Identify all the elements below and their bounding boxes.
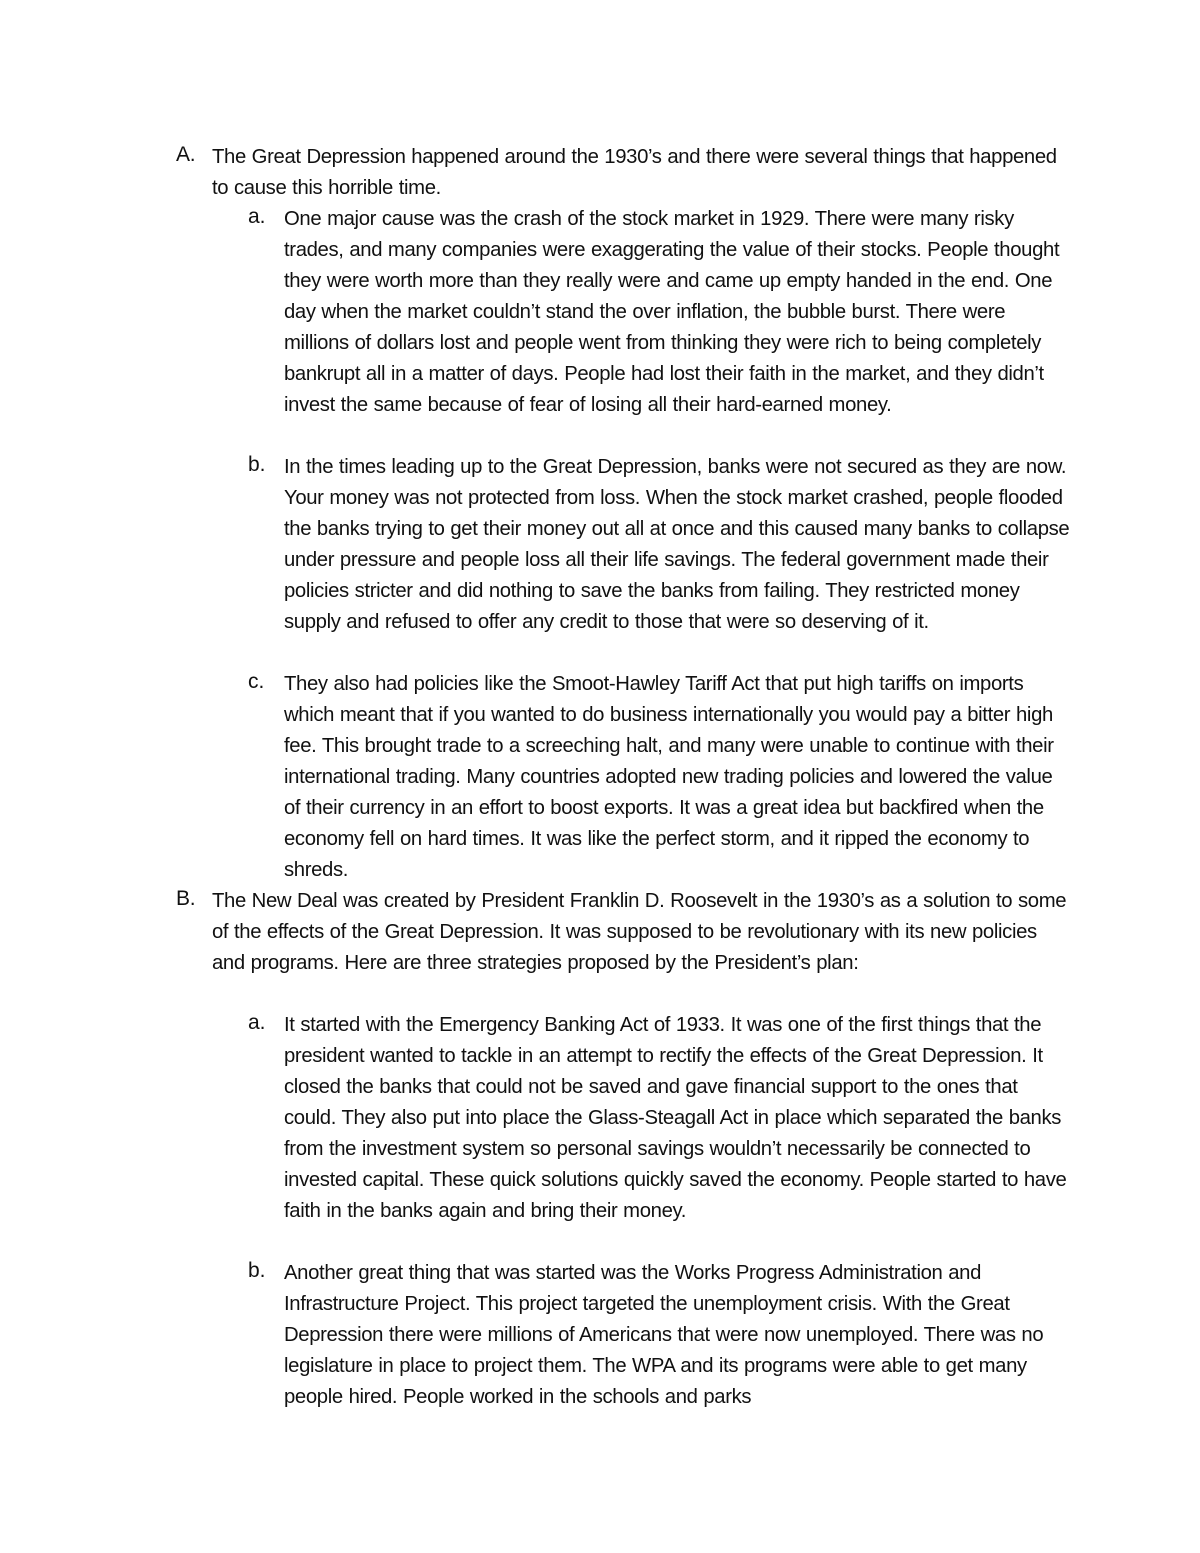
section-a-item-a-text: One major cause was the crash of the stock market in 1929. There were many risky trades, and many companies were exaggerating the value of their stocks. People thought they were worth more than they really were and came up empty handed in the end. One day when the market couldn’t stand the over inflation, the bubble burst. There were millions of dollars lost and people went from thinking they were rich to being completely bankrupt all in a matter of days. People had lost their faith in the market, and they didn’t invest the same because of fear of losing all their hard-earned money. <box>284 208 1060 416</box>
section-a-item-c-text: They also had policies like the Smoot-Hawley Tariff Act that put high tariffs on imports which meant that if you wanted to do business internationally you would pay a bitter high fee. This brought trade to a screeching halt, and many were unable to continue with their international trading. Many countries adopted new trading policies and lowered the value of their currency in an effort to boost exports. It was a great idea but backfired when the economy fell on hard times. It was like the perfect storm, and it ripped the economy to shreds. <box>284 673 1054 881</box>
section-b-item-b-text: Another great thing that was started was the Works Progress Administration and Infrastructure Project. This project targeted the unemployment crisis. With the Great Depression there were millions of Americans that were now unemployed. There was no legislature in place to project them. The WPA and its programs were able to get many people hired. People worked in the schools and parks <box>284 1262 1044 1408</box>
section-b-item-a-marker: a. <box>248 1011 266 1034</box>
section-a-item-b-marker: b. <box>248 453 266 476</box>
section-a-marker: A. <box>176 143 196 166</box>
section-a-item-a-marker: a. <box>248 205 266 228</box>
section-a-item-c-marker: c. <box>248 670 265 693</box>
section-b-marker: B. <box>176 887 196 910</box>
section-b-item-a-text: It started with the Emergency Banking Act of 1933. It was one of the first things that the president wanted to tackle in an attempt to rectify the effects of the Great Depression. It closed the banks that could not be saved and gave financial support to the ones that could. They also put into place the Glass-Steagall Act in place which separated the banks from the investment system so personal savings wouldn’t necessarily be connected to invested capital. These quick solutions quickly saved the economy. People started to have faith in the banks again and bring their money. <box>284 1014 1067 1222</box>
section-a-item-b-text: In the times leading up to the Great Depression, banks were not secured as they are now. Your money was not protected from loss. When the stock market crashed, people flooded the banks trying to get their money out all at once and this caused many banks to collapse under pressure and people loss all their life savings. The federal government made their policies stricter and did nothing to save the banks from failing. They restricted money supply and refused to offer any credit to those that were so deserving of it. <box>284 456 1070 633</box>
section-a-text: The Great Depression happened around the 1930’s and there were several things that happened to cause this horrible time. <box>212 146 1057 199</box>
section-b-item-b-marker: b. <box>248 1259 266 1282</box>
section-b-text: The New Deal was created by President Franklin D. Roosevelt in the 1930’s as a solution to some of the effects of the Great Depression. It was supposed to be revolutionary with its new policies and programs. Here are three strategies proposed by the President’s plan: <box>212 890 1067 974</box>
